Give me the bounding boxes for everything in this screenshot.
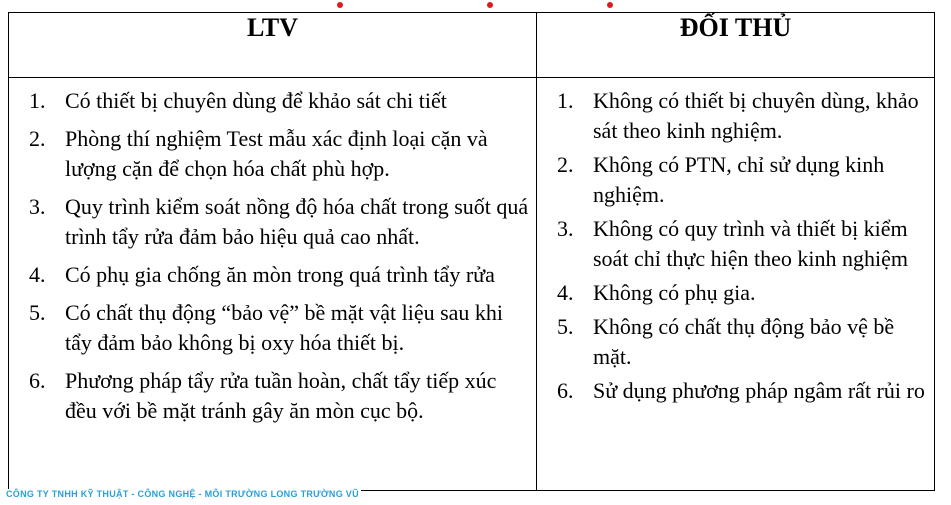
item-text: Có chất thụ động “bảo vệ” bề mặt vật liệu sau khi tẩy đảm bảo không bị oxy hóa thiết bị.: [65, 300, 504, 355]
item-text: Không có thiết bị chuyên dùng, khảo sát theo kinh nghiệm.: [593, 88, 919, 143]
ltv-column: [9, 78, 537, 491]
competitor-list: [537, 78, 934, 406]
list-item: [557, 150, 928, 210]
list-item: [29, 260, 530, 290]
item-number: 2.: [29, 126, 46, 151]
list-item: [29, 298, 530, 358]
red-marker-dot: [607, 2, 613, 8]
item-text: Quy trình kiểm soát nồng độ hóa chất trong suốt quá trình tẩy rửa đảm bảo hiệu quả cao nhất.: [65, 194, 529, 249]
item-number: 4.: [557, 280, 574, 305]
item-text: Có phụ gia chống ăn mòn trong quá trình tẩy rửa: [65, 262, 495, 287]
red-marker-dot: [337, 2, 343, 8]
item-number: 3.: [29, 194, 46, 219]
list-item: [557, 312, 928, 372]
item-text: Không có phụ gia.: [593, 280, 756, 305]
competitor-column-header: ĐỐI THỦ: [537, 13, 935, 78]
company-footer: CÔNG TY TNHH KỸ THUẬT - CÔNG NGHỆ - MÔI TRƯỜNG LONG TRƯỜNG VŨ: [6, 489, 359, 499]
list-item: [29, 86, 530, 116]
red-marker-dot: [487, 2, 493, 8]
item-number: 2.: [557, 152, 574, 177]
item-number: 6.: [557, 378, 574, 403]
item-number: 3.: [557, 216, 574, 241]
item-text: Không có chất thụ động bảo vệ bề mặt.: [593, 314, 895, 369]
item-number: 6.: [29, 368, 46, 393]
list-item: [557, 214, 928, 274]
item-number: 5.: [557, 314, 574, 339]
list-item: [29, 124, 530, 184]
list-item: [557, 278, 928, 308]
ltv-list: [9, 78, 536, 426]
item-number: 4.: [29, 262, 46, 287]
item-text: Phương pháp tẩy rửa tuần hoàn, chất tẩy tiếp xúc đều với bề mặt tránh gây ăn mòn cục bộ.: [65, 368, 497, 423]
item-text: Có thiết bị chuyên dùng để khảo sát chi tiết: [65, 88, 447, 113]
item-number: 5.: [29, 300, 46, 325]
ltv-column-header: LTV: [9, 13, 537, 78]
list-item: [557, 376, 928, 406]
item-text: Không có quy trình và thiết bị kiểm soát chỉ thực hiện theo kinh nghiệm: [593, 216, 908, 271]
item-number: 1.: [29, 88, 46, 113]
list-item: [29, 366, 530, 426]
item-number: 1.: [557, 88, 574, 113]
item-text: Phòng thí nghiệm Test mẫu xác định loại cặn và lượng cặn để chọn hóa chất phù hợp.: [65, 126, 488, 181]
list-item: [29, 192, 530, 252]
comparison-table: [8, 12, 935, 491]
list-item: [557, 86, 928, 146]
item-text: Sử dụng phương pháp ngâm rất rủi ro: [593, 378, 925, 403]
competitor-column: [537, 78, 935, 491]
item-text: Không có PTN, chỉ sử dụng kinh nghiệm.: [593, 152, 885, 207]
